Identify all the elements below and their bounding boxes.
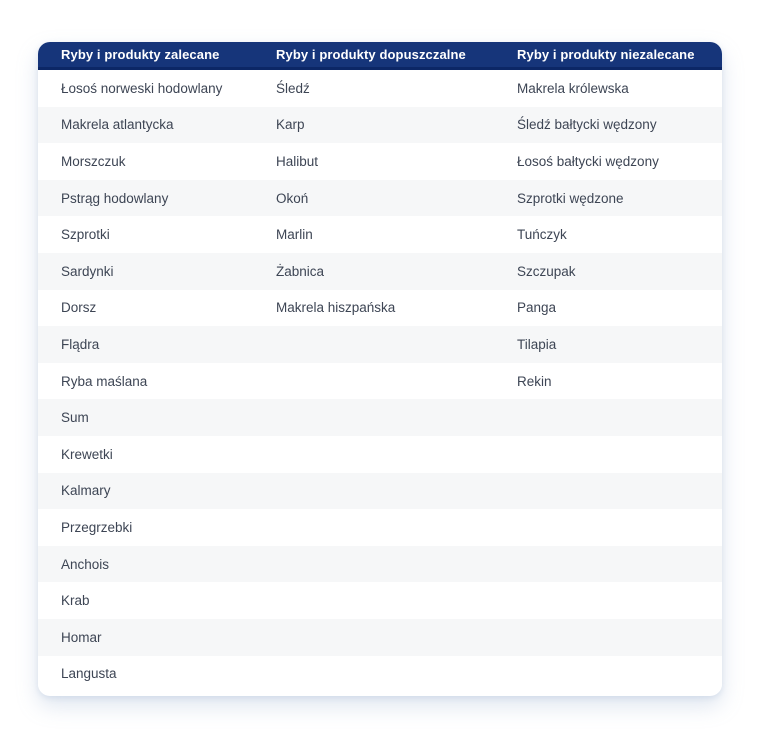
table-cell-recommended: Anchois bbox=[61, 556, 110, 572]
table-cell-not-recommended: Śledź bałtycki wędzony bbox=[517, 117, 657, 133]
table-cell-not-recommended: Tilapia bbox=[517, 336, 557, 352]
table-body bbox=[38, 70, 722, 696]
table-cell-recommended: Sum bbox=[61, 410, 89, 426]
column-header-recommended: Ryby i produkty zalecane bbox=[61, 47, 220, 62]
table-cell-recommended: Przegrzebki bbox=[61, 519, 133, 535]
table-cell-acceptable: Okoń bbox=[276, 190, 309, 206]
table-cell-not-recommended bbox=[494, 656, 722, 693]
table-cell-acceptable: Żabnica bbox=[276, 263, 325, 279]
table-cell-recommended: Flądra bbox=[61, 336, 100, 352]
table-row bbox=[38, 143, 722, 180]
table-cell-not-recommended bbox=[494, 619, 722, 656]
table-cell-recommended: Krab bbox=[61, 593, 90, 609]
table-row bbox=[38, 216, 722, 253]
table-row bbox=[38, 619, 722, 656]
table-row bbox=[38, 290, 722, 327]
column-header-acceptable: Ryby i produkty dopuszczalne bbox=[276, 47, 466, 62]
table-cell-recommended: Ryba maślana bbox=[61, 373, 148, 389]
table-cell-acceptable: Marlin bbox=[276, 227, 313, 243]
table-cell-not-recommended: Makrela królewska bbox=[517, 80, 629, 96]
table-cell-recommended: Homar bbox=[61, 629, 102, 645]
table-cell-acceptable bbox=[253, 473, 494, 510]
table-cell-acceptable bbox=[253, 399, 494, 436]
table-cell-recommended: Sardynki bbox=[61, 263, 114, 279]
table-row bbox=[38, 70, 722, 107]
table-cell-acceptable bbox=[253, 582, 494, 619]
table-cell-recommended: Morszczuk bbox=[61, 153, 126, 169]
column-header-not-recommended: Ryby i produkty niezalecane bbox=[517, 47, 695, 62]
table-row bbox=[38, 399, 722, 436]
table-row bbox=[38, 656, 722, 693]
table-cell-recommended: Łosoś norweski hodowlany bbox=[61, 80, 223, 96]
table-cell-acceptable: Makrela hiszpańska bbox=[276, 300, 396, 316]
table-cell-not-recommended bbox=[494, 582, 722, 619]
table-cell-not-recommended: Szczupak bbox=[517, 263, 576, 279]
table-cell-not-recommended bbox=[494, 546, 722, 583]
table-cell-not-recommended bbox=[494, 399, 722, 436]
table-cell-recommended: Pstrąg hodowlany bbox=[61, 190, 169, 206]
fish-products-table bbox=[38, 42, 722, 696]
table-cell-acceptable bbox=[253, 619, 494, 656]
table-header-row bbox=[38, 42, 722, 70]
table-row bbox=[38, 253, 722, 290]
table-row bbox=[38, 582, 722, 619]
table-cell-not-recommended: Szprotki wędzone bbox=[517, 190, 624, 206]
table-cell-acceptable bbox=[253, 509, 494, 546]
table-row bbox=[38, 107, 722, 144]
table-cell-acceptable bbox=[253, 656, 494, 693]
table-cell-not-recommended bbox=[494, 473, 722, 510]
table-row bbox=[38, 363, 722, 400]
table-cell-recommended: Langusta bbox=[61, 666, 117, 682]
table-row bbox=[38, 473, 722, 510]
table-cell-not-recommended: Panga bbox=[517, 300, 557, 316]
table-row bbox=[38, 546, 722, 583]
table-cell-recommended: Szprotki bbox=[61, 227, 110, 243]
table-cell-not-recommended bbox=[494, 509, 722, 546]
table-cell-acceptable bbox=[253, 326, 494, 363]
table-row bbox=[38, 180, 722, 217]
table-cell-acceptable: Karp bbox=[276, 117, 305, 133]
table-cell-acceptable bbox=[253, 363, 494, 400]
table-row bbox=[38, 509, 722, 546]
table-row bbox=[38, 436, 722, 473]
table-cell-recommended: Dorsz bbox=[61, 300, 97, 316]
table-cell-recommended: Kalmary bbox=[61, 483, 111, 499]
table-cell-acceptable bbox=[253, 436, 494, 473]
table-cell-not-recommended: Rekin bbox=[517, 373, 552, 389]
table-cell-acceptable: Halibut bbox=[276, 153, 319, 169]
table-cell-recommended: Makrela atlantycka bbox=[61, 117, 174, 133]
table-row bbox=[38, 326, 722, 363]
table-cell-recommended: Krewetki bbox=[61, 446, 113, 462]
table-cell-acceptable: Śledź bbox=[276, 80, 310, 96]
table-cell-not-recommended: Tuńczyk bbox=[517, 227, 567, 243]
table-cell-not-recommended bbox=[494, 436, 722, 473]
table-cell-acceptable bbox=[253, 546, 494, 583]
table-cell-not-recommended: Łosoś bałtycki wędzony bbox=[517, 153, 659, 169]
